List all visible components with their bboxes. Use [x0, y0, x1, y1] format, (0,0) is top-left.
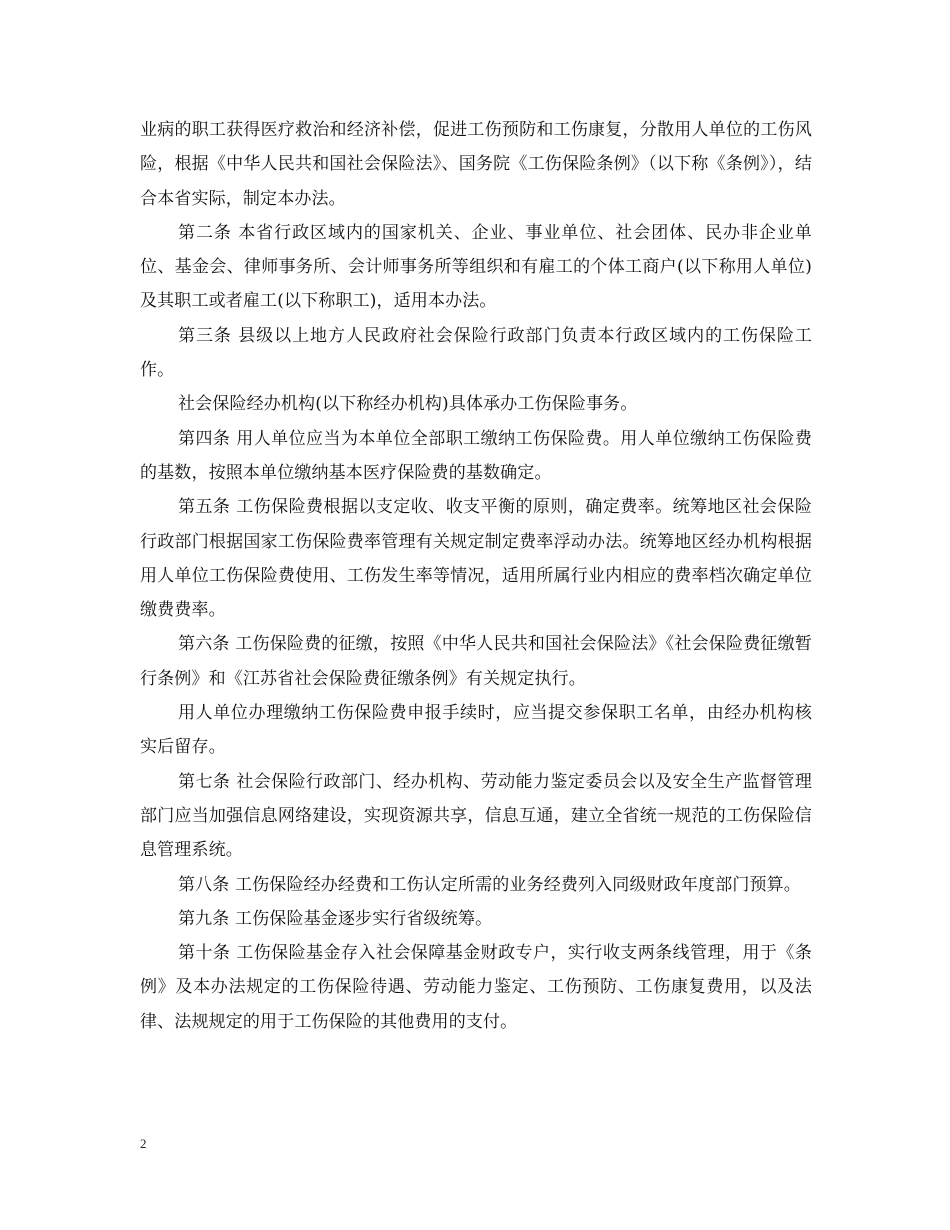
paragraph-article-10: 第十条 工伤保险基金存入社会保障基金财政专户，实行收支两条线管理，用于《条例》及本办法规定的工伤保险待遇、劳动能力鉴定、工伤预防、工伤康复费用，以及法律、法规规定的用于工伤保险的其他费用的支付。 — [140, 943, 812, 1032]
paragraph-article-6-clause: 用人单位办理缴纳工伤保险费申报手续时，应当提交参保职工名单，由经办机构核实后留存。 — [140, 703, 812, 758]
paragraph-continuation: 业病的职工获得医疗救治和经济补偿，促进工伤预防和工伤康复，分散用人单位的工伤风险，根据《中华人民共和国社会保险法》、国务院《工伤保险条例》（以下称《条例》），结合本省实际，制定本办法。 — [140, 120, 812, 209]
paragraph-article-7: 第七条 社会保险行政部门、经办机构、劳动能力鉴定委员会以及安全生产监督管理部门应当加强信息网络建设，实现资源共享，信息互通，建立全省统一规范的工伤保险信息管理系统。 — [140, 771, 812, 861]
paragraph-article-6: 第六条 工伤保险费的征缴，按照《中华人民共和国社会保险法》《社会保险费征缴暂行条例》和《江苏省社会保险费征缴条例》有关规定执行。 — [140, 634, 812, 689]
paragraph-article-4: 第四条 用人单位应当为本单位全部职工缴纳工伤保险费。用人单位缴纳工伤保险费的基数，按照本单位缴纳基本医疗保险费的基数确定。 — [140, 428, 812, 483]
paragraph-article-2: 第二条 本省行政区域内的国家机关、企业、事业单位、社会团体、民办非企业单位、基金会、律师事务所、会计师事务所等组织和有雇工的个体工商户(以下称用人单位)及其职工或者雇工(以下称职工)，适用本办法。 — [140, 222, 812, 312]
paragraph-article-8: 第八条 工伤保险经办经费和工伤认定所需的业务经费列入同级财政年度部门预算。 — [178, 874, 801, 895]
page-number: 2 — [140, 1136, 147, 1151]
paragraph-article-3-clause: 社会保险经办机构(以下称经办机构)具体承办工伤保险事务。 — [178, 394, 638, 415]
document-body — [140, 113, 812, 1039]
paragraph-article-5: 第五条 工伤保险费根据以支定收、收支平衡的原则，确定费率。统筹地区社会保险行政部门根据国家工伤保险费率管理有关规定制定费率浮动办法。统筹地区经办机构根据用人单位工伤保险费使用、工伤发生率等情况，适用所属行业内相应的费率档次确定单位缴费费率。 — [140, 497, 812, 621]
paragraph-article-9: 第九条 工伤保险基金逐步实行省级统筹。 — [178, 908, 493, 929]
paragraph-article-3: 第三条 县级以上地方人民政府社会保险行政部门负责本行政区域内的工伤保险工作。 — [140, 325, 812, 381]
